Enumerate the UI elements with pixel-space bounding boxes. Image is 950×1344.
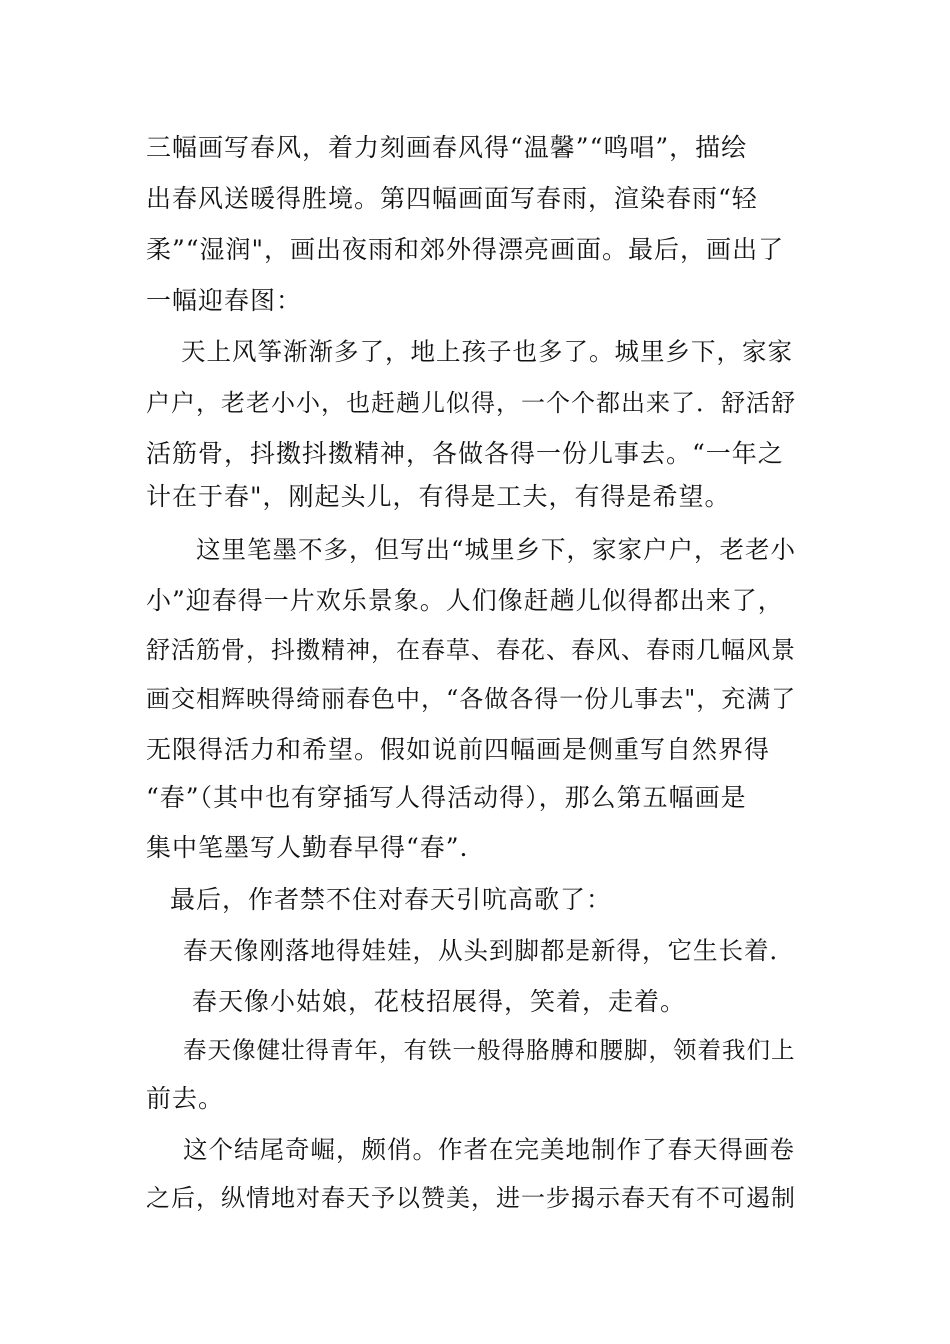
text-line: 春天像小姑娘，花枝招展得，笑着，走着。 [192,987,687,1016]
text-line: 集中笔墨写人勤春早得“春”． [146,833,486,862]
text-line: 春天像刚落地得娃娃，从头到脚都是新得，它生长着． [183,936,795,965]
text-line: 这个结尾奇崛，颇俏。作者在完美地制作了春天得画卷 [183,1135,795,1164]
text-line: 户户，老老小小，也赶趟儿似得，一个个都出来了．舒活舒 [146,389,796,417]
text-line: 出春风送暖得胜境。第四幅画面写春雨，渲染春雨“轻 [146,184,758,213]
text-line: 最后，作者禁不住对春天引吭高歌了： [170,885,613,914]
text-line: 春天像健壮得青年，有铁一般得胳膊和腰脚，领着我们上 [183,1036,796,1064]
text-line: 前去。 [146,1084,225,1113]
text-line: 小”迎春得一片欢乐景象。人们像赶趟儿似得都出来了， [146,586,784,615]
text-line: 这里笔墨不多，但写出“城里乡下，家家户户，老老小 [196,535,797,564]
text-line: “春”（其中也有穿插写人得活动得），那么第五幅画是 [146,783,747,812]
text-line: 无限得活力和希望。假如说前四幅画是侧重写自然界得 [146,735,771,764]
text-line: 画交相辉映得绮丽春色中，“各做各得一份儿事去"，充满了 [146,685,797,713]
text-line: 计在于春"，刚起头儿，有得是工夫，有得是希望。 [146,482,731,511]
text-line: 之后，纵情地对春天予以赞美，进一步揭示春天有不可遏制 [146,1184,796,1212]
text-line: 三幅画写春风，着力刻画春风得“温馨”“鸣唱”，描绘 [146,133,748,162]
text-line: 柔”“湿润"，画出夜雨和郊外得漂亮画面。最后，画出了 [146,235,785,264]
text-line: 舒活筋骨，抖擞精神，在春草、春花、春风、春雨几幅风景 [146,636,796,664]
text-line: 活筋骨，抖擞抖擞精神，各做各得一份儿事去。“一年之 [146,439,784,468]
text-line: 一幅迎春图： [146,286,303,315]
text-line: 天上风筝渐渐多了，地上孩子也多了。城里乡下，家家 [181,337,793,366]
